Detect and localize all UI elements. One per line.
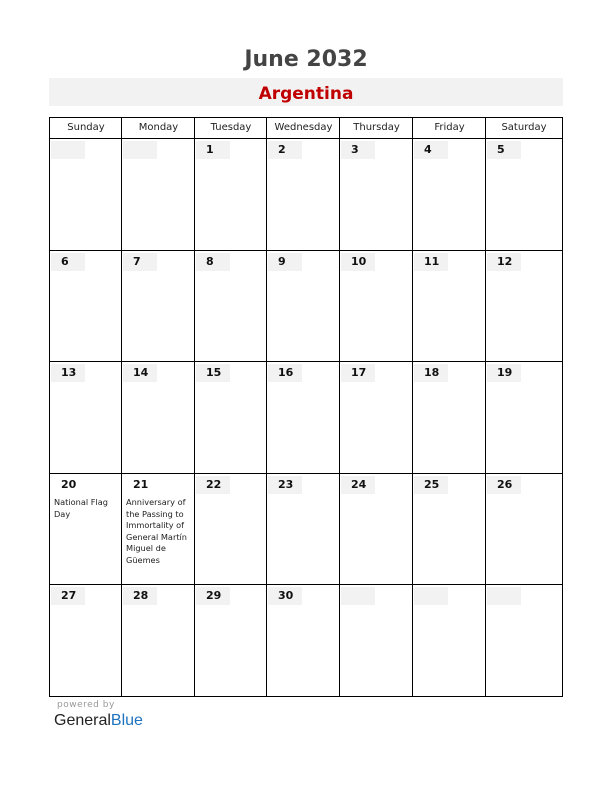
day-number: 7 xyxy=(123,253,157,271)
weekday-monday: Monday xyxy=(138,122,179,133)
day-cell-5[interactable] xyxy=(486,139,562,251)
day-cell-19[interactable] xyxy=(486,362,562,474)
day-number: 19 xyxy=(487,364,521,382)
day-cell-11[interactable] xyxy=(413,251,486,362)
country-name: Argentina xyxy=(258,84,354,104)
day-cell-29[interactable] xyxy=(195,585,267,696)
day-cell-3[interactable] xyxy=(340,139,413,251)
day-cell-8[interactable] xyxy=(195,251,267,362)
weekday-friday: Friday xyxy=(434,122,465,133)
holiday-label: National Flag Day xyxy=(54,497,108,519)
day-number: 30 xyxy=(268,587,302,605)
day-number: 26 xyxy=(487,476,521,494)
day-number: 6 xyxy=(51,253,85,271)
day-number: 2 xyxy=(268,141,302,159)
day-cell-24[interactable] xyxy=(340,474,413,585)
day-cell-16[interactable] xyxy=(267,362,340,474)
day-number: 14 xyxy=(123,364,157,382)
day-cell-14[interactable] xyxy=(122,362,195,474)
day-number: 11 xyxy=(414,253,448,271)
day-cell-empty[interactable] xyxy=(50,139,122,251)
day-cell-empty[interactable] xyxy=(486,585,562,696)
page-title: June 2032 xyxy=(244,47,368,72)
day-cell-1[interactable] xyxy=(195,139,267,251)
calendar-grid xyxy=(49,117,563,697)
day-cell-6[interactable] xyxy=(50,251,122,362)
day-number: 9 xyxy=(268,253,302,271)
day-cell-17[interactable] xyxy=(340,362,413,474)
day-cell-empty[interactable] xyxy=(340,585,413,696)
day-number: 29 xyxy=(196,587,230,605)
weekday-saturday: Saturday xyxy=(501,122,547,133)
day-number: 8 xyxy=(196,253,230,271)
day-number: 22 xyxy=(196,476,230,494)
day-number xyxy=(123,141,157,159)
brand-logo[interactable] xyxy=(54,712,143,730)
day-cell-13[interactable] xyxy=(50,362,122,474)
day-cell-7[interactable] xyxy=(122,251,195,362)
day-cell-empty[interactable] xyxy=(413,585,486,696)
day-number: 20 xyxy=(61,478,77,491)
weekday-wednesday: Wednesday xyxy=(274,122,333,133)
day-cell-21[interactable] xyxy=(122,474,195,585)
day-number: 17 xyxy=(341,364,375,382)
day-cell-26[interactable] xyxy=(486,474,562,585)
day-cell-28[interactable] xyxy=(122,585,195,696)
day-cell-25[interactable] xyxy=(413,474,486,585)
weekday-thursday: Thursday xyxy=(353,122,400,133)
day-number: 24 xyxy=(341,476,375,494)
day-number xyxy=(341,587,375,605)
day-number: 13 xyxy=(51,364,85,382)
day-number: 10 xyxy=(341,253,375,271)
holiday-label: Anniversary of the Passing to Immortality of General Martín Miguel de Güemes xyxy=(126,497,187,565)
day-number: 23 xyxy=(268,476,302,494)
day-cell-12[interactable] xyxy=(486,251,562,362)
day-cell-15[interactable] xyxy=(195,362,267,474)
day-number xyxy=(51,141,85,159)
day-cell-27[interactable] xyxy=(50,585,122,696)
day-number: 15 xyxy=(196,364,230,382)
day-number: 16 xyxy=(268,364,302,382)
brand-logo-part-general: General xyxy=(54,712,111,729)
day-cell-22[interactable] xyxy=(195,474,267,585)
day-number: 21 xyxy=(133,478,149,491)
day-number: 18 xyxy=(414,364,448,382)
day-cell-10[interactable] xyxy=(340,251,413,362)
day-cell-18[interactable] xyxy=(413,362,486,474)
day-cell-30[interactable] xyxy=(267,585,340,696)
powered-by-text: powered by xyxy=(57,700,115,710)
day-number: 3 xyxy=(341,141,375,159)
day-number xyxy=(414,587,448,605)
day-cell-2[interactable] xyxy=(267,139,340,251)
brand-logo-part-blue: Blue xyxy=(110,712,143,729)
day-cell-9[interactable] xyxy=(267,251,340,362)
day-number: 28 xyxy=(123,587,157,605)
day-number: 25 xyxy=(414,476,448,494)
day-number: 4 xyxy=(414,141,448,159)
day-cell-20[interactable] xyxy=(50,474,122,585)
day-cell-23[interactable] xyxy=(267,474,340,585)
weekday-tuesday: Tuesday xyxy=(210,122,252,133)
day-number: 1 xyxy=(196,141,230,159)
day-number: 5 xyxy=(487,141,521,159)
day-cell-4[interactable] xyxy=(413,139,486,251)
weekday-sunday: Sunday xyxy=(67,122,105,133)
day-cell-empty[interactable] xyxy=(122,139,195,251)
day-number: 27 xyxy=(51,587,85,605)
day-number xyxy=(487,587,521,605)
day-number: 12 xyxy=(487,253,521,271)
